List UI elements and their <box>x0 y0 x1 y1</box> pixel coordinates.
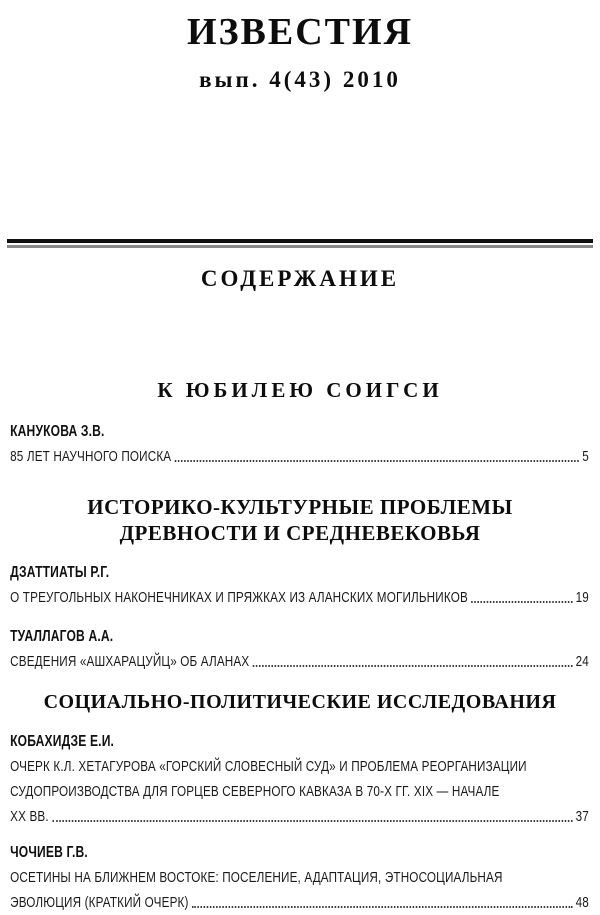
entry-title-text: СВЕДЕНИЯ «АШХАРАЦУЙЦ» ОБ АЛАНАХ <box>10 653 250 670</box>
toc-section <box>0 689 600 915</box>
entry-page-number: 48 <box>575 894 589 911</box>
entry-title-line <box>10 754 589 779</box>
section-heading-line: К ЮБИЛЕЮ СОИГСИ <box>157 378 443 402</box>
toc-entry <box>0 419 600 469</box>
dot-leader <box>174 460 579 462</box>
entry-title-text: СУДОПРОИЗВОДСТВА ДЛЯ ГОРЦЕВ СЕВЕРНОГО КАВКАЗА В 70-Х ГГ. XIX — НАЧАЛЕ <box>10 783 500 800</box>
journal-title: ИЗВЕСТИЯ <box>186 11 414 53</box>
entry-page-number: 19 <box>575 589 589 606</box>
section-heading-line: ИСТОРИКО-КУЛЬТУРНЫЕ ПРОБЛЕМЫ <box>87 495 513 519</box>
entry-title-line <box>10 890 589 915</box>
entry-page-number: 5 <box>582 448 589 465</box>
entry-title-text: ОСЕТИНЫ НА БЛИЖНЕМ ВОСТОКЕ: ПОСЕЛЕНИЕ, АДАПТАЦИЯ, ЭТНОСОЦИАЛЬНАЯ <box>10 869 503 886</box>
toc-section <box>0 377 600 469</box>
entry-title-line <box>10 585 589 610</box>
section-heading <box>0 377 600 403</box>
entry-title-line <box>10 779 589 804</box>
entry-title-text: ЭВОЛЮЦИЯ (КРАТКИЙ ОЧЕРК) <box>10 894 189 911</box>
entry-title-line <box>10 444 589 469</box>
toc-entry <box>0 624 600 674</box>
entry-author: ДЗАТТИАТЫ Р.Г. <box>10 564 110 581</box>
dot-leader <box>52 820 573 822</box>
entry-title-text: ОЧЕРК К.Л. ХЕТАГУРОВА «ГОРСКИЙ СЛОВЕСНЫЙ СУД» И ПРОБЛЕМА РЕОРГАНИЗАЦИИ <box>10 758 527 775</box>
entry-title-line <box>10 804 589 829</box>
entry-title-text: 85 ЛЕТ НАУЧНОГО ПОИСКА <box>10 448 172 465</box>
dot-leader <box>471 601 572 603</box>
toc-entry <box>0 560 600 610</box>
entry-title-text: О ТРЕУГОЛЬНЫХ НАКОНЕЧНИКАХ И ПРЯЖКАХ ИЗ АЛАНСКИХ МОГИЛЬНИКОВ <box>10 589 468 606</box>
dot-leader <box>192 906 573 908</box>
section-heading <box>0 494 600 546</box>
dot-leader <box>252 665 572 667</box>
toc-entry <box>0 729 600 829</box>
entry-title-line <box>10 649 589 674</box>
divider-double-rule <box>7 239 593 248</box>
toc-entry <box>0 840 600 915</box>
entry-author: ТУАЛЛАГОВ А.А. <box>10 628 114 645</box>
sections-container <box>0 377 600 915</box>
toc-section <box>0 494 600 674</box>
divider-rule-gray <box>7 245 593 248</box>
entry-author: КОБАХИДЗЕ Е.И. <box>10 733 115 750</box>
section-heading <box>0 689 600 715</box>
section-heading-line: СОЦИАЛЬНО-ПОЛИТИЧЕСКИЕ ИССЛЕДОВАНИЯ <box>43 691 557 713</box>
entry-title-line <box>10 865 589 890</box>
contents-heading: СОДЕРЖАНИЕ <box>200 266 400 291</box>
issue-label: вып. 4(43) 2010 <box>199 67 401 92</box>
entry-author: КАНУКОВА З.В. <box>10 423 105 440</box>
section-heading-line: ДРЕВНОСТИ И СРЕДНЕВЕКОВЬЯ <box>119 521 481 545</box>
entry-page-number: 24 <box>575 653 589 670</box>
entry-page-number: 37 <box>575 808 589 825</box>
entry-title-text: XX ВВ. <box>10 808 49 825</box>
entry-author: ЧОЧИЕВ Г.В. <box>10 844 88 861</box>
